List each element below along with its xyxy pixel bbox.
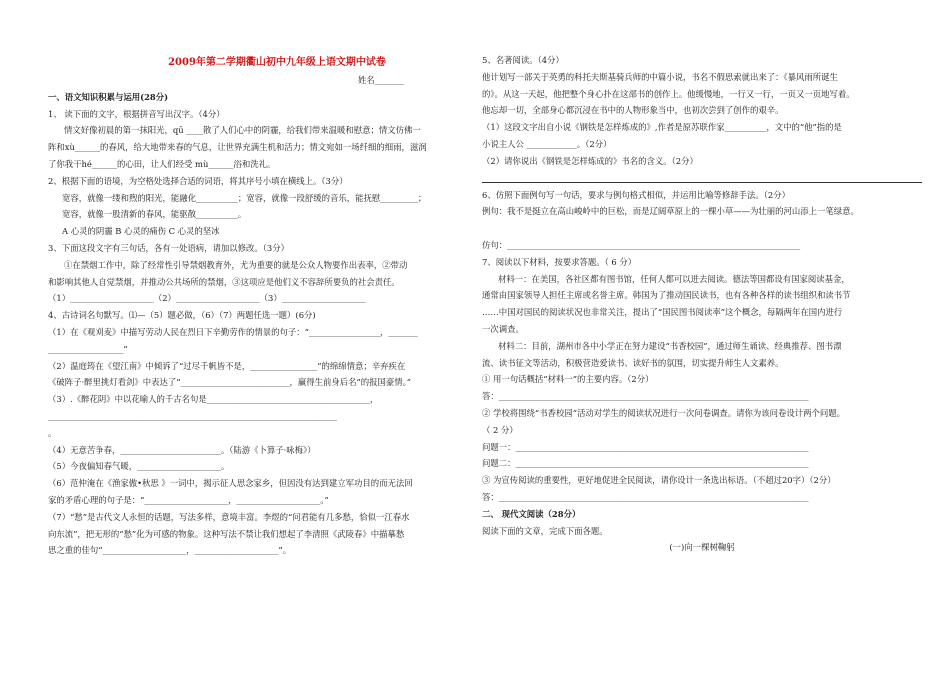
q4-item: 思之重的佳句“____________________，____________________”。 bbox=[48, 545, 292, 556]
q7-material-one: 一次调查。 bbox=[482, 323, 524, 334]
q1-heading: 1、 读下面的文字，根据拼音写出汉字。（4分） bbox=[48, 108, 225, 119]
q7-sub2-score: （ 2 分） bbox=[482, 424, 518, 435]
q5-sub1: （1）这段文字出自小说《钢铁是怎样炼成的》,作者是原苏联作家__________，文中的“他”指的是 bbox=[482, 122, 842, 133]
q4-item: 。 bbox=[48, 427, 57, 438]
section-one-heading: 一、语文知识积累与运用(28分) bbox=[48, 91, 169, 102]
q4-item: （3）.《醉花阴》中以花喻人的千古名句是_______________________________________， bbox=[48, 394, 379, 405]
exam-title: 2009年第二学期衢山初中九年级上语文期中试卷 bbox=[168, 57, 386, 68]
q4-item: （1）在《观刈麦》中描写劳动人民在烈日下辛勤劳作的情景的句子：“_________________，_______ bbox=[48, 326, 418, 337]
q5-passage: 他计划写一部关于英勇的科托夫斯基骑兵师的中篇小说，书名不假思索就出来了：《暴风雨所诞生 bbox=[482, 71, 838, 82]
q4-item: __________________” bbox=[48, 343, 128, 354]
article-title: (一)向一棵树鞠躬 bbox=[669, 542, 735, 553]
q5-heading: 5、名著阅读。（4分） bbox=[482, 55, 564, 65]
q4-item: 向东流”，把无形的“愁”化为可感的物象。这种写法不禁让我们想起了李清照《武陵春》中描摹愁 bbox=[48, 528, 405, 539]
q4-item: （4）无意苦争春，________________________。（陆游《卜算子·咏梅》） bbox=[48, 444, 316, 455]
q7-material-one: 材料一：在美国，各社区都有图书馆，任何人都可以进去阅读。德法等国都设有国家阅读基金， bbox=[498, 273, 850, 284]
q3-text: 和影响其他人自觉禁烟，并推动公共场所的禁烟，③这项应是他们义不容辞所要负的社会责任。 bbox=[48, 276, 400, 287]
q4-item: （6）范仲淹在《渔家傲•秋思 》一词中，揭示征人思念家乡，但因没有达到建立军功目的而无法回 bbox=[48, 478, 413, 489]
q7-question-one: 问题一：______________________________________________________________________ bbox=[482, 441, 809, 452]
q7-answer: 答：__________________________________________________________________________ bbox=[482, 491, 809, 502]
q5-sub2: （2）请你说出《钢铁是怎样炼成的》书名的含义。（2分） bbox=[482, 155, 698, 166]
q4-heading: 4、古诗词名句默写。⑴—（5）题必做，（6）（7）两题任选一题）(6分) bbox=[48, 310, 316, 321]
q6-example: 例句：我不是挺立在高山峻岭中的巨松，而是辽阔草原上的一棵小草——为壮丽的河山添上一笔绿意。 bbox=[482, 206, 859, 217]
q5-sub1: 小说主人公 ____________。（2分） bbox=[482, 138, 612, 149]
q6-heading: 6、仿照下面例句写一句话，要求与例句格式相似，并运用比喻等修辞手法。（2分） bbox=[482, 189, 790, 200]
section-two-heading: 二、 现代文阅读（28分） bbox=[482, 508, 581, 519]
q5-passage: 的》。从这一天起，他把整个身心扑在这部书的创作上。他缓慢地，一行又一行，一页又一页地写着。 bbox=[482, 88, 855, 99]
q4-item: （7）“愁”是古代文人永恒的话题，写法多样，意境丰富。李煜的“问君能有几多愁，恰似一江春水 bbox=[48, 511, 410, 522]
q1-text: 阵和xù______的春风，给大地带来春的气息，让世界充满生机和活力；情文宛如一场纤细的细雨，滋润 bbox=[48, 142, 427, 153]
q7-sub1: ① 用一句话概括“材料一”的主要内容。（2分） bbox=[482, 374, 654, 385]
q5-passage: 他忘却一切，全部身心都沉浸在书中的人物形象当中，也初次尝到了创作的艰辛。 bbox=[482, 105, 784, 116]
q7-material-one: 通常由国家领导人担任主席或名誉主席。韩国为了推动国民读书，也有各种各样的读书组织和读书节 bbox=[482, 290, 851, 301]
left-column bbox=[48, 52, 466, 559]
q7-question-two: 问题二：______________________________________________________________________ bbox=[482, 458, 809, 469]
q4-item: （2）温庭筠在《望江南》中倾诉了“过尽千帆皆不是，________________”的绵绵情意；辛弃疾在 bbox=[48, 360, 406, 371]
q7-material-one: ……中国对国民的阅读状况也非常关注，提出了“国民图书阅读率”这个概念，每隔两年在国内进行 bbox=[482, 307, 843, 318]
q7-material-two: 材料二：目前，湖州市各中小学正在努力建设“书香校园”，通过师生诵读、经典推荐、图书漂 bbox=[498, 340, 842, 351]
blank-line bbox=[482, 220, 922, 237]
q7-heading: 7、阅读以下材料，按要求答题。（ 6 分） bbox=[482, 256, 637, 267]
name-field: 姓名_______ bbox=[357, 75, 404, 85]
q2-text: 宽容，就像一股清新的春风，能驱散__________。 bbox=[62, 209, 247, 220]
q4-item: _____________________________________________________________________ bbox=[48, 410, 337, 421]
q6-answer: 仿句：______________________________________________________________________ bbox=[482, 239, 801, 250]
q7-answer: 答：__________________________________________________________________________ bbox=[482, 391, 809, 402]
q1-text: 了你我干hé______的心田，让人们经受 mù______浴和洗礼。 bbox=[48, 158, 276, 169]
q7-sub3: ③ 为宣传阅读的重要性，更好地促进全民阅读，请你设计一条选出标语。（不超过20字）（2分） bbox=[482, 475, 836, 486]
q2-options: A 心灵的阴霾 B 心灵的痛伤 C 心灵的坚冰 bbox=[62, 226, 220, 237]
q3-answers: （1）____________________（2）____________________（3）____________________ bbox=[48, 293, 366, 304]
answer-line bbox=[482, 170, 922, 183]
q2-text: 宽容，就像一缕和煦的阳光，能融化__________；宽容，就像一段舒缓的音乐，能抚慰_________； bbox=[62, 192, 427, 203]
section-two-instruction: 阅读下面的文章，完成下面各题。 bbox=[482, 525, 608, 536]
q3-text: ①在禁烟工作中，除了经常性引导禁烟教育外，尤为重要的就是公众人物要作出表率，②带动 bbox=[64, 259, 408, 270]
q4-item: （5）今夜偏知春气暖，____________________。 bbox=[48, 461, 230, 472]
q4-item: 家的矛盾心理的句子是：“____________________，____________________。” bbox=[48, 494, 329, 505]
q7-sub2: ② 学校将围绕“书香校园”活动对学生的阅读状况进行一次问卷调查。请你为该问卷设计两个问题。 bbox=[482, 407, 845, 418]
right-column bbox=[482, 52, 922, 556]
q3-heading: 3、下面这段文字有三句话，各有一处语病，请加以修改。（3分） bbox=[48, 242, 289, 253]
q7-material-two: 流、读书征文等活动，积极营造爱读书、读好书的氛围，切实提升师生人文素养。 bbox=[482, 357, 784, 368]
q4-item: 《破阵子·醉里挑灯看剑》中表达了“__________________________，赢得生前身后名”的报国豪情。” bbox=[48, 377, 412, 388]
q2-heading: 2、根据下面的语境，为空格处选择合适的词语，将其序号小填在横线上。（3分） bbox=[48, 175, 348, 186]
q1-text: 情文好像初晨的第一抹阳光，qū ____散了人们心中的阴霾，给我们带来温暖和慰意；情文仿佛一 bbox=[64, 125, 421, 136]
